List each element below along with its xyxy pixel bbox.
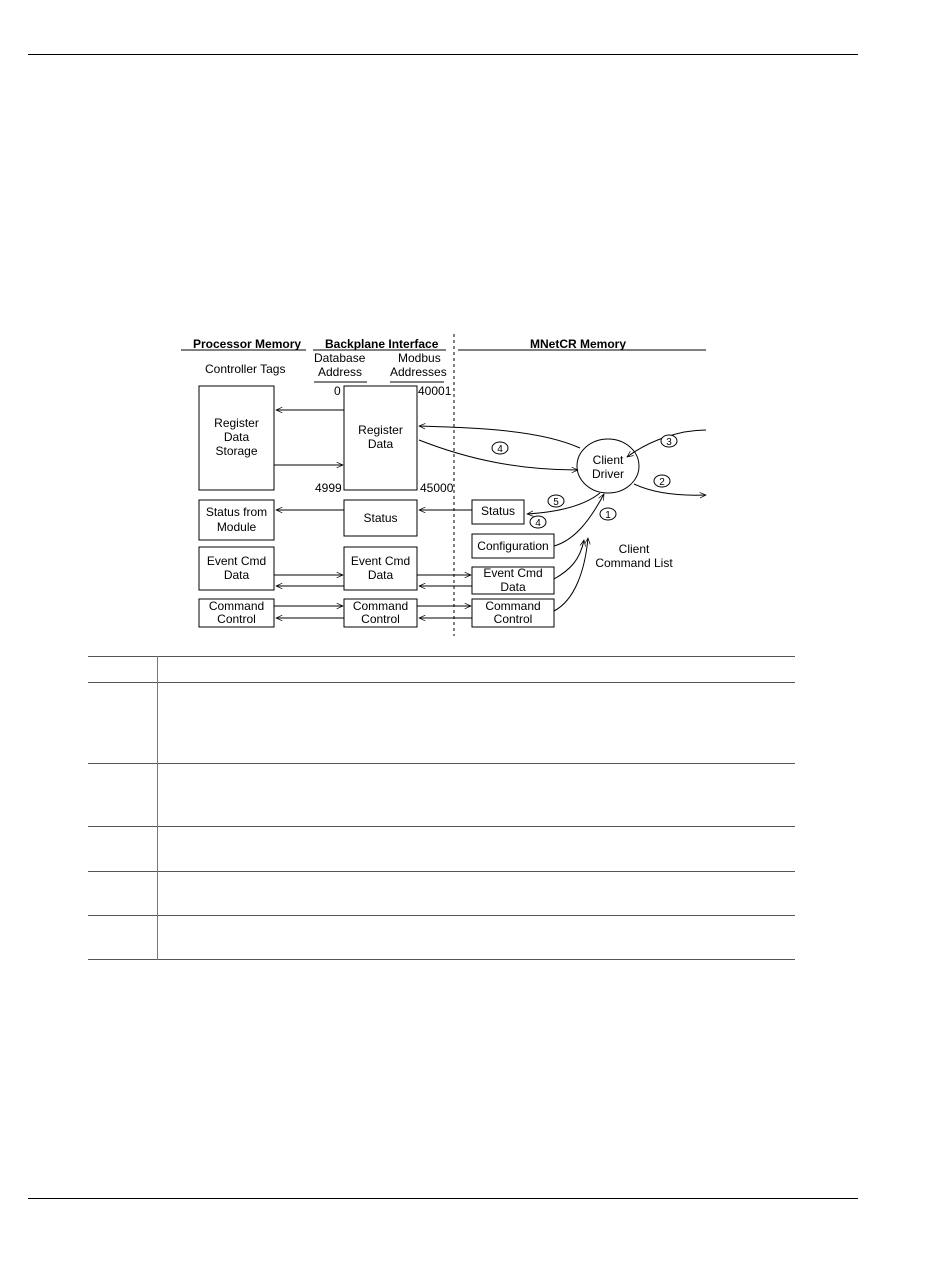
client-command-list-line-2: Command List [595, 556, 673, 570]
step-label-1: 1 [605, 510, 611, 521]
step-label-2: 2 [659, 477, 665, 488]
status-from-module-line-1: Status from [205, 505, 268, 519]
step-label-3: 3 [666, 437, 672, 448]
event-cmd-right-line-2: Data [500, 580, 526, 594]
client-driver-line-1: Client [592, 453, 624, 467]
command-control-right-line-1: Command [485, 599, 541, 613]
event-cmd-left-line-1: Event Cmd [206, 554, 267, 568]
command-control-left-line-2: Control [217, 612, 256, 626]
register-data-line-1: Register [358, 423, 403, 437]
register-data-storage-line-3: Storage [215, 444, 258, 458]
header-backplane-interface: Backplane Interface [325, 337, 439, 351]
client-command-list-line-1: Client [618, 542, 650, 556]
configuration-label: Configuration [477, 539, 549, 553]
register-data-storage-line-1: Register [214, 416, 259, 430]
header-processor-memory: Processor Memory [193, 337, 302, 351]
event-cmd-mid-line-1: Event Cmd [350, 554, 411, 568]
event-cmd-mid-line-2: Data [367, 568, 394, 582]
modbus-addresses-label-1: Modbus [398, 351, 441, 365]
status-from-module-line-2: Module [216, 520, 257, 534]
client-driver-line-2: Driver [592, 467, 624, 481]
db-address-start: 0 [334, 384, 341, 398]
modbus-address-start: 40001 [418, 384, 452, 398]
database-address-label-1: Database [314, 351, 366, 365]
db-address-end: 4999 [315, 481, 342, 495]
arrow-event-right-to-driver [554, 540, 584, 579]
arrow-network-request-out [634, 484, 706, 495]
event-cmd-left-line-2: Data [223, 568, 250, 582]
command-control-mid-line-2: Control [361, 612, 400, 626]
header-mnetcr-memory: MNetCR Memory [530, 337, 627, 351]
arrow-command-right-to-driver [554, 538, 588, 611]
register-data-storage-line-2: Data [223, 430, 250, 444]
command-control-mid-line-1: Command [352, 599, 409, 613]
step-label-4b: 4 [535, 518, 541, 529]
step-label-4a: 4 [497, 444, 503, 455]
event-cmd-right-line-1: Event Cmd [483, 566, 543, 580]
command-control-right-line-2: Control [493, 612, 533, 626]
database-address-label-2: Address [318, 365, 363, 379]
step-label-5: 5 [553, 497, 559, 508]
status-middle-label: Status [363, 511, 398, 525]
modbus-address-end: 45000 [420, 481, 454, 495]
status-right-label: Status [480, 504, 516, 518]
modbus-addresses-label-2: Addresses [390, 365, 447, 379]
command-control-left-line-1: Command [208, 599, 265, 613]
controller-tags-label: Controller Tags [205, 362, 286, 376]
register-data-line-2: Data [367, 437, 394, 451]
